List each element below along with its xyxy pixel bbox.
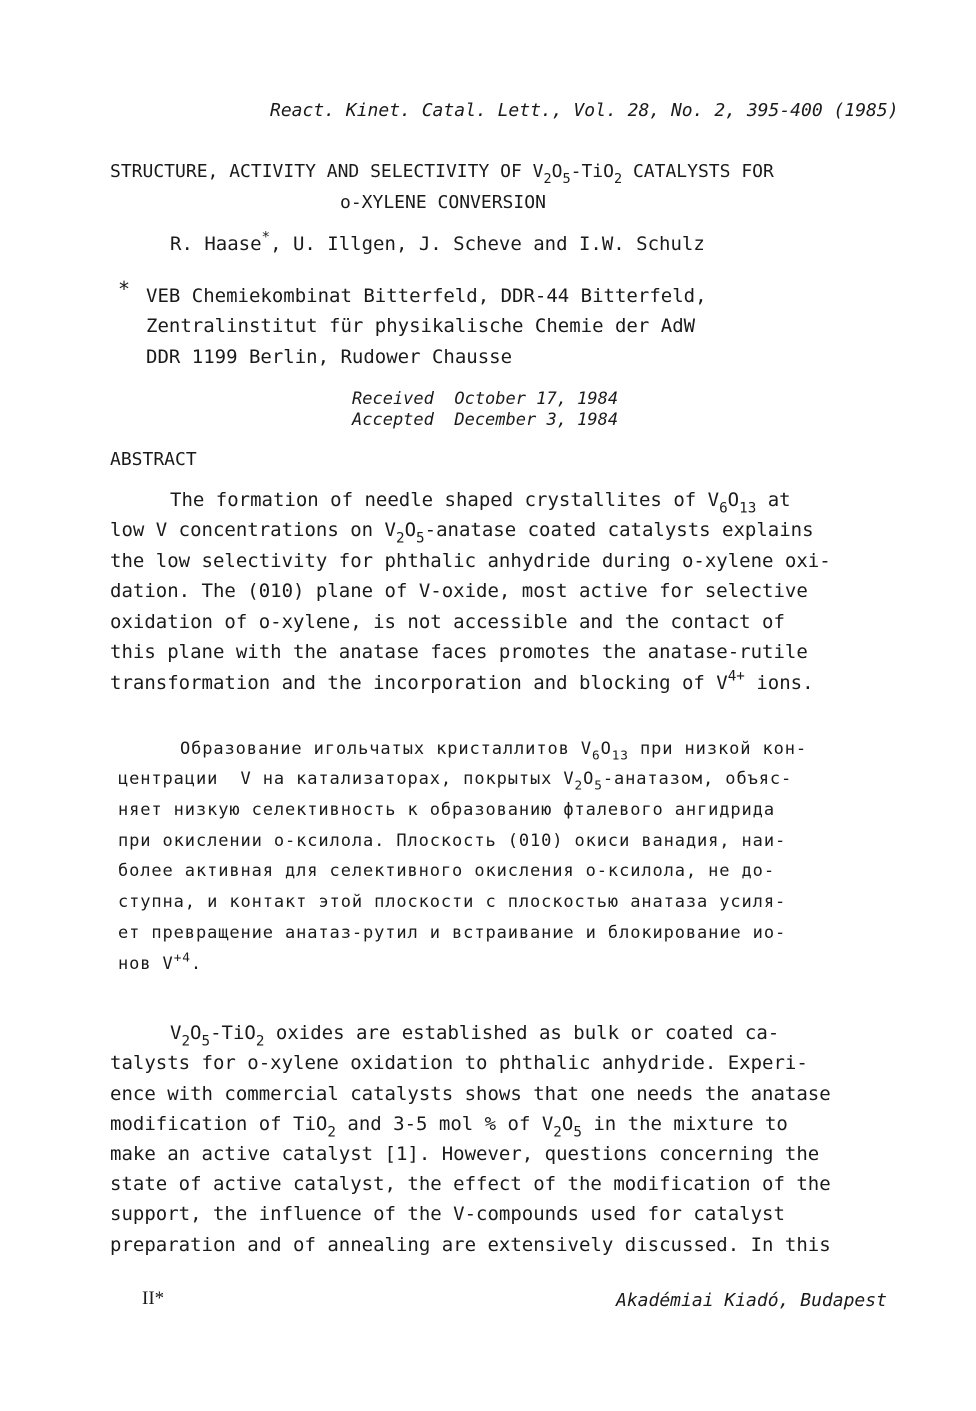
- abstract-heading: ABSTRACT: [110, 449, 197, 470]
- accepted-date: Accepted December 3, 1984: [352, 410, 619, 430]
- russian-line-3: няет низкую селективность к образованию фталевого ангидрида: [118, 800, 775, 820]
- title-line-1: STRUCTURE, ACTIVITY AND SELECTIVITY OF $V_2O_5-TiO_2$ CATALYSTS FOR: [110, 161, 774, 188]
- russian-line-4: при окислении о-ксилола. Плоскость (010) окиси ванадия, наи-: [118, 831, 787, 851]
- body-line-7: support, the influence of the V-compounds used for catalyst: [110, 1203, 785, 1225]
- russian-line-2: центрации V на катализаторах, покрытых $V_2O_5$-анатазом, объяс-: [118, 769, 793, 794]
- affiliation-line-2: Zentralinstitut für physikalische Chemie der AdW: [146, 315, 696, 337]
- body-line-2: talysts for o-xylene oxidation to phthalic anhydride. Experi-: [110, 1052, 808, 1074]
- russian-line-6: ступна, и контакт этой плоскости с плоскостью анатаза усиля-: [118, 892, 787, 912]
- abstract-line-5: oxidation of o-xylene, is not accessible and the contact of: [110, 611, 785, 633]
- body-line-5: make an active catalyst [1]. However, questions concerning the: [110, 1143, 820, 1165]
- abstract-line-3: the low selectivity for phthalic anhydride during o-xylene oxi-: [110, 550, 831, 572]
- body-line-3: ence with commercial catalysts shows that one needs the anatase: [110, 1083, 831, 1105]
- russian-line-5: более активная для селективного окисления о-ксилола, не до-: [118, 861, 775, 881]
- body-line-4: modification of TiO$_2$ and 3-5 mol % of $V_2O_5$ in the mixture to: [110, 1113, 788, 1141]
- abstract-line-4: dation. The (010) plane of V-oxide, most active for selective: [110, 580, 808, 602]
- affiliation-star: *: [118, 277, 131, 301]
- publisher: Akadémiai Kiadó, Budapest: [616, 1290, 887, 1311]
- abstract-line-2: low V concentrations on $V_2O_5$-anatase coated catalysts explains: [110, 519, 814, 547]
- affiliation-line-3: DDR 1199 Berlin, Rudower Chausse: [146, 346, 513, 368]
- title-line-2: o-XYLENE CONVERSION: [340, 192, 546, 213]
- authors: R. Haase*, U. Illgen, J. Scheve and I.W. Schulz: [170, 229, 705, 255]
- page-mark: II*: [142, 1288, 165, 1309]
- affiliation-line-1: VEB Chemiekombinat Bitterfeld, DDR-44 Bitterfeld,: [146, 285, 707, 307]
- journal-citation: React. Kinet. Catal. Lett., Vol. 28, No. 2, 395-400 (1985): [270, 100, 899, 121]
- received-date: Received October 17, 1984: [352, 389, 619, 409]
- body-line-8: preparation and of annealing are extensively discussed. In this: [110, 1234, 831, 1256]
- russian-line-8: нов $V^{+4}$.: [118, 950, 202, 974]
- russian-line-1: Образование игольчатых кристаллитов $V_6O_{13}$ при низкой кон-: [180, 739, 808, 764]
- body-line-1: $V_2O_5-TiO_2$ oxides are established as bulk or coated ca-: [170, 1022, 780, 1050]
- body-line-6: state of active catalyst, the effect of the modification of the: [110, 1173, 831, 1195]
- russian-line-7: ет превращение анатаз-рутил и встраивание и блокирование ио-: [118, 923, 787, 943]
- abstract-line-6: this plane with the anatase faces promotes the anatase-rutile: [110, 641, 808, 663]
- abstract-line-1: The formation of needle shaped crystallites of $V_6O_{13}$ at: [170, 489, 791, 517]
- abstract-line-7: transformation and the incorporation and blocking of $V^{4+}$ ions.: [110, 668, 814, 694]
